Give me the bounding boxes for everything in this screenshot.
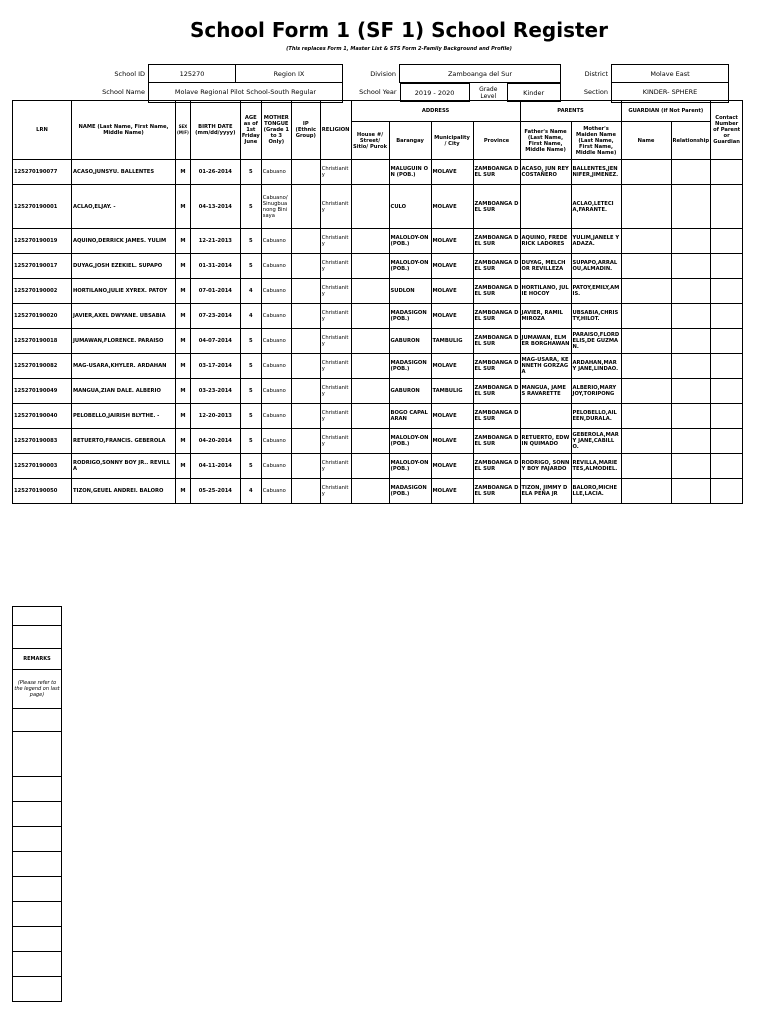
row-religion: Christianity: [320, 279, 351, 304]
row-age: 5: [240, 404, 261, 429]
row-mother-tongue: Cabuano: [261, 404, 291, 429]
row-guardian-name: [621, 254, 671, 279]
row-religion: Christianity: [320, 304, 351, 329]
row-lrn: 125270190020: [13, 304, 72, 329]
region-value: Region IX: [236, 65, 343, 83]
row-sex: M: [176, 454, 191, 479]
table-row: [13, 429, 743, 454]
row-birth-date: 01-31-2014: [190, 254, 240, 279]
row-guardian-name: [621, 454, 671, 479]
section-label: Section: [583, 88, 608, 97]
row-ip: [291, 454, 320, 479]
row-name: ACASO,JUNSYU. BALLENTES: [72, 160, 176, 185]
row-ip: [291, 279, 320, 304]
row-contact: [711, 404, 743, 429]
row-age: 4: [240, 479, 261, 504]
row-father: DUYAG, MELCHOR REVILLEZA: [520, 254, 571, 279]
row-barangay: MADASIGON (POB.): [389, 479, 431, 504]
row-birth-date: 04-11-2014: [190, 454, 240, 479]
remarks-label: REMARKS: [13, 649, 62, 670]
row-mother-tongue: Cabuano: [261, 379, 291, 404]
row-sex: M: [176, 279, 191, 304]
row-house: [351, 279, 389, 304]
row-lrn: 125270190017: [13, 254, 72, 279]
row-province: ZAMBOANGA DEL SUR: [473, 229, 520, 254]
row-ip: [291, 329, 320, 354]
row-province: ZAMBOANGA DEL SUR: [473, 429, 520, 454]
row-ip: [291, 304, 320, 329]
row-municipality: MOLAVE: [431, 454, 473, 479]
table-row: [13, 185, 743, 229]
row-age: 5: [240, 429, 261, 454]
remarks-cell: [13, 777, 62, 802]
row-ip: [291, 229, 320, 254]
row-birth-date: 12-21-2013: [190, 229, 240, 254]
row-guardian-name: [621, 429, 671, 454]
row-mother: ARDAHAN,MARY JANE,LINDAO.: [571, 354, 621, 379]
row-sex: M: [176, 404, 191, 429]
row-birth-date: 12-20-2013: [190, 404, 240, 429]
row-guardian-name: [621, 329, 671, 354]
row-contact: [711, 379, 743, 404]
row-mother-tongue: Cabuano: [261, 454, 291, 479]
table-row: [13, 404, 743, 429]
grade-level-value: Kinder: [507, 84, 560, 102]
row-name: ACLAO,ELJAY. -: [72, 185, 176, 229]
row-sex: M: [176, 160, 191, 185]
row-mother-tongue: Cabuano: [261, 304, 291, 329]
row-municipality: TAMBULIG: [431, 379, 473, 404]
remarks-spacer: [13, 607, 62, 626]
table-row: [13, 160, 743, 185]
school-id-label: School ID: [114, 69, 145, 78]
row-lrn: 125270190002: [13, 279, 72, 304]
row-contact: [711, 454, 743, 479]
remarks-cell: [13, 827, 62, 852]
row-mother-tongue: Cabuano: [261, 329, 291, 354]
row-mother: SUPAPO,ARRALOU,ALMADIN.: [571, 254, 621, 279]
row-mother-tongue: Cabuano: [261, 160, 291, 185]
row-house: [351, 160, 389, 185]
row-sex: M: [176, 379, 191, 404]
row-name: RODRIGO,SONNY BOY JR.. REVILLA: [72, 454, 176, 479]
register-table: [12, 100, 743, 504]
table-row: [13, 279, 743, 304]
row-religion: Christianity: [320, 254, 351, 279]
row-municipality: MOLAVE: [431, 479, 473, 504]
row-name: AQUINO,DERRICK JAMES. YULIM: [72, 229, 176, 254]
row-province: ZAMBOANGA DEL SUR: [473, 160, 520, 185]
col-lrn: LRN: [13, 101, 72, 160]
remarks-note: (Please refer to the legend on last page): [13, 670, 62, 709]
row-barangay: MADASIGON (POB.): [389, 304, 431, 329]
row-province: ZAMBOANGA DEL SUR: [473, 454, 520, 479]
row-mother-tongue: Cabuano: [261, 229, 291, 254]
division-label: Division: [370, 69, 396, 78]
table-row: [13, 254, 743, 279]
row-contact: [711, 329, 743, 354]
row-age: 5: [240, 229, 261, 254]
row-age: 4: [240, 304, 261, 329]
school-info-table: [12, 64, 729, 103]
row-religion: Christianity: [320, 404, 351, 429]
col-guardian-group: GUARDIAN (if Not Parent): [621, 101, 711, 122]
row-father: MAG-USARA, KENNETH GORZAGA: [520, 354, 571, 379]
row-religion: Christianity: [320, 479, 351, 504]
row-lrn: 125270190018: [13, 329, 72, 354]
row-house: [351, 304, 389, 329]
row-birth-date: 03-23-2014: [190, 379, 240, 404]
row-birth-date: 07-01-2014: [190, 279, 240, 304]
row-municipality: MOLAVE: [431, 254, 473, 279]
district-value: Molave East: [612, 65, 729, 83]
row-birth-date: 07-23-2014: [190, 304, 240, 329]
row-sex: M: [176, 254, 191, 279]
row-province: ZAMBOANGA DEL SUR: [473, 185, 520, 229]
school-name-value: Molave Regional Pilot School-South Regular: [149, 83, 343, 103]
row-municipality: MOLAVE: [431, 279, 473, 304]
remarks-cell: [13, 732, 62, 777]
row-barangay: MALUGUIN ON (POB.): [389, 160, 431, 185]
col-parents-group: PARENTS: [520, 101, 621, 122]
row-barangay: BOGO CAPALARAN: [389, 404, 431, 429]
row-father: MANGUA, JAMES RAVARETTE: [520, 379, 571, 404]
remarks-spacer: [13, 626, 62, 649]
table-row: [13, 329, 743, 354]
school-year-value: 2019 - 2020: [400, 84, 469, 102]
row-ip: [291, 429, 320, 454]
row-mother: BALLENTES,JENNIFER,JIMENEZ.: [571, 160, 621, 185]
row-municipality: MOLAVE: [431, 160, 473, 185]
row-sex: M: [176, 479, 191, 504]
row-age: 5: [240, 254, 261, 279]
row-sex: M: [176, 429, 191, 454]
row-municipality: MOLAVE: [431, 185, 473, 229]
row-contact: [711, 279, 743, 304]
school-id-value: 125270: [149, 65, 236, 83]
row-province: ZAMBOANGA DEL SUR: [473, 354, 520, 379]
row-lrn: 125270190082: [13, 354, 72, 379]
remarks-column: [12, 606, 62, 1002]
row-lrn: 125270190040: [13, 404, 72, 429]
row-mother: PATOY,EMILY,AMIS.: [571, 279, 621, 304]
row-barangay: MALOLOY-ON (POB.): [389, 454, 431, 479]
row-religion: Christianity: [320, 379, 351, 404]
row-father: RETUERTO, EDWIN QUIMADO: [520, 429, 571, 454]
page-subtitle: (This replaces Form 1, Master List & STS Form 2-Family Background and Profile): [286, 46, 512, 52]
row-ip: [291, 185, 320, 229]
row-province: ZAMBOANGA DEL SUR: [473, 304, 520, 329]
row-father: AQUINO, FREDERICK LADORES: [520, 229, 571, 254]
row-name: JUMAWAN,FLORENCE. PARAISO: [72, 329, 176, 354]
row-religion: Christianity: [320, 185, 351, 229]
col-ip: IP (Ethnic Group): [291, 101, 320, 160]
row-province: ZAMBOANGA DEL SUR: [473, 279, 520, 304]
row-name: MANGUA,ZIAN DALE. ALBERIO: [72, 379, 176, 404]
row-contact: [711, 354, 743, 379]
remarks-cell: [13, 709, 62, 732]
row-father: TIZON, JIMMY DELA PEÑA JR: [520, 479, 571, 504]
row-birth-date: 05-25-2014: [190, 479, 240, 504]
row-guardian-relationship: [671, 379, 711, 404]
row-guardian-name: [621, 185, 671, 229]
row-name: HORTILANO,JULIE XYREX. PATOY: [72, 279, 176, 304]
row-name: TIZON,GEUEL ANDREI. BALORO: [72, 479, 176, 504]
row-guardian-name: [621, 354, 671, 379]
row-mother: UBSABIA,CHRISTY,HILOT.: [571, 304, 621, 329]
row-mother: GEBEROLA,MARY JANE,CABILLO.: [571, 429, 621, 454]
section-value: KINDER- SPHERE: [612, 83, 729, 103]
row-mother: PARAISO,FLORDELIS,DE GUZMAN.: [571, 329, 621, 354]
page-title: School Form 1 (SF 1) School Register: [190, 18, 608, 42]
row-religion: Christianity: [320, 229, 351, 254]
row-name: JAVIER,AXEL DWYANE. UBSABIA: [72, 304, 176, 329]
row-house: [351, 329, 389, 354]
school-name-label: School Name: [102, 88, 145, 97]
row-province: ZAMBOANGA DEL SUR: [473, 404, 520, 429]
row-ip: [291, 254, 320, 279]
row-religion: Christianity: [320, 454, 351, 479]
row-barangay: GABURON: [389, 379, 431, 404]
row-birth-date: 04-07-2014: [190, 329, 240, 354]
row-house: [351, 229, 389, 254]
col-age: AGE as of 1st Friday June: [240, 101, 261, 160]
row-lrn: 125270190019: [13, 229, 72, 254]
row-father: ACASO, JUN REY COSTAÑERO: [520, 160, 571, 185]
row-guardian-relationship: [671, 304, 711, 329]
col-guardian-name: Name: [621, 122, 671, 160]
row-guardian-name: [621, 229, 671, 254]
row-mother: PELOBELLO,AILEEN,DURALA.: [571, 404, 621, 429]
row-guardian-relationship: [671, 329, 711, 354]
division-value: Zamboanga del Sur: [400, 65, 561, 83]
row-ip: [291, 379, 320, 404]
row-municipality: MOLAVE: [431, 304, 473, 329]
table-row: [13, 454, 743, 479]
row-father: RODRIGO, SONNY BOY FAJARDO: [520, 454, 571, 479]
row-lrn: 125270190049: [13, 379, 72, 404]
row-guardian-relationship: [671, 429, 711, 454]
row-guardian-relationship: [671, 279, 711, 304]
row-province: ZAMBOANGA DEL SUR: [473, 379, 520, 404]
row-birth-date: 04-13-2014: [190, 185, 240, 229]
row-barangay: MALOLOY-ON (POB.): [389, 229, 431, 254]
row-contact: [711, 160, 743, 185]
col-birth-date: BIRTH DATE (mm/dd/yyyy): [190, 101, 240, 160]
row-father: [520, 404, 571, 429]
col-barangay: Barangay: [389, 122, 431, 160]
row-house: [351, 254, 389, 279]
row-religion: Christianity: [320, 429, 351, 454]
row-house: [351, 479, 389, 504]
row-guardian-relationship: [671, 229, 711, 254]
col-contact: Contact Number of Parent or Guardian: [711, 101, 743, 160]
remarks-cell: [13, 927, 62, 952]
row-guardian-relationship: [671, 160, 711, 185]
row-mother-tongue: Cabuano/ Sinugbuanong Binisaya: [261, 185, 291, 229]
row-mother-tongue: Cabuano: [261, 354, 291, 379]
col-religion: RELIGION: [320, 101, 351, 160]
row-age: 5: [240, 185, 261, 229]
row-contact: [711, 254, 743, 279]
row-lrn: 125270190050: [13, 479, 72, 504]
row-province: ZAMBOANGA DEL SUR: [473, 254, 520, 279]
row-age: 5: [240, 454, 261, 479]
row-mother-tongue: Cabuano: [261, 429, 291, 454]
col-mother-tongue: MOTHER TONGUE (Grade 1 to 3 Only): [261, 101, 291, 160]
col-municipality: Municipality / City: [431, 122, 473, 160]
row-mother-tongue: Cabuano: [261, 279, 291, 304]
row-municipality: MOLAVE: [431, 354, 473, 379]
row-age: 5: [240, 379, 261, 404]
row-barangay: CULO: [389, 185, 431, 229]
row-barangay: MALOLOY-ON (POB.): [389, 429, 431, 454]
table-row: [13, 354, 743, 379]
row-municipality: MOLAVE: [431, 429, 473, 454]
table-row: [13, 304, 743, 329]
col-province: Province: [473, 122, 520, 160]
row-house: [351, 379, 389, 404]
remarks-cell: [13, 977, 62, 1002]
row-lrn: 125270190077: [13, 160, 72, 185]
row-father: JAVIER, RAMIL MIROZA: [520, 304, 571, 329]
row-mother-tongue: Cabuano: [261, 254, 291, 279]
row-guardian-relationship: [671, 354, 711, 379]
row-age: 5: [240, 329, 261, 354]
row-name: DUYAG,JOSH EZEKIEL. SUPAPO: [72, 254, 176, 279]
row-name: MAG-USARA,KHYLER. ARDAHAN: [72, 354, 176, 379]
row-house: [351, 354, 389, 379]
row-province: ZAMBOANGA DEL SUR: [473, 479, 520, 504]
col-mother: Mother's Maiden Name (Last Name, First Name, Middle Name): [571, 122, 621, 160]
row-birth-date: 04-20-2014: [190, 429, 240, 454]
row-sex: M: [176, 354, 191, 379]
row-municipality: MOLAVE: [431, 404, 473, 429]
row-mother: REVILLA,MARIETES,ALMODIEL.: [571, 454, 621, 479]
row-sex: M: [176, 229, 191, 254]
row-contact: [711, 304, 743, 329]
row-barangay: MALOLOY-ON (POB.): [389, 254, 431, 279]
row-age: 5: [240, 160, 261, 185]
row-contact: [711, 429, 743, 454]
row-guardian-relationship: [671, 404, 711, 429]
row-ip: [291, 404, 320, 429]
row-barangay: MADASIGON (POB.): [389, 354, 431, 379]
row-guardian-relationship: [671, 479, 711, 504]
row-province: ZAMBOANGA DEL SUR: [473, 329, 520, 354]
row-sex: M: [176, 185, 191, 229]
remarks-cell: [13, 852, 62, 877]
col-address-group: ADDRESS: [351, 101, 520, 122]
row-house: [351, 404, 389, 429]
row-house: [351, 454, 389, 479]
row-religion: Christianity: [320, 354, 351, 379]
grade-level-label: Grade Level: [479, 85, 498, 100]
table-row: [13, 379, 743, 404]
table-row: [13, 229, 743, 254]
row-lrn: 125270190003: [13, 454, 72, 479]
row-lrn: 125270190001: [13, 185, 72, 229]
row-mother-tongue: Cabuano: [261, 479, 291, 504]
row-guardian-relationship: [671, 454, 711, 479]
col-father: Father's Name (Last Name, First Name, Middle Name): [520, 122, 571, 160]
row-guardian-name: [621, 304, 671, 329]
row-father: HORTILANO, JULIE HOCOY: [520, 279, 571, 304]
row-contact: [711, 479, 743, 504]
row-name: PELOBELLO,JAIRISH BLYTHE. -: [72, 404, 176, 429]
row-contact: [711, 229, 743, 254]
row-birth-date: 03-17-2014: [190, 354, 240, 379]
row-lrn: 125270190083: [13, 429, 72, 454]
row-birth-date: 01-26-2014: [190, 160, 240, 185]
row-guardian-name: [621, 404, 671, 429]
row-house: [351, 185, 389, 229]
row-ip: [291, 354, 320, 379]
row-religion: Christianity: [320, 329, 351, 354]
row-guardian-relationship: [671, 185, 711, 229]
row-mother: YULIM,JANELE YADAZA.: [571, 229, 621, 254]
col-name: NAME (Last Name, First Name, Middle Name): [72, 101, 176, 160]
row-father: JUMAWAN, ELMER BORGHAWAN: [520, 329, 571, 354]
row-barangay: SUDLON: [389, 279, 431, 304]
row-mother: BALORO,MICHELLE,LACIA.: [571, 479, 621, 504]
remarks-cell: [13, 902, 62, 927]
row-religion: Christianity: [320, 160, 351, 185]
remarks-cell: [13, 877, 62, 902]
row-ip: [291, 160, 320, 185]
row-ip: [291, 479, 320, 504]
row-sex: M: [176, 304, 191, 329]
remarks-cell: [13, 802, 62, 827]
row-municipality: MOLAVE: [431, 229, 473, 254]
table-row: [13, 479, 743, 504]
col-sex: SEX (M/F): [176, 101, 191, 160]
row-father: [520, 185, 571, 229]
row-guardian-relationship: [671, 254, 711, 279]
row-name: RETUERTO,FRANCIS. GEBEROLA: [72, 429, 176, 454]
row-guardian-name: [621, 160, 671, 185]
row-age: 4: [240, 279, 261, 304]
district-label: District: [584, 69, 608, 78]
row-age: 5: [240, 354, 261, 379]
row-sex: M: [176, 329, 191, 354]
row-mother: ACLAO,LETECIA,FARANTE.: [571, 185, 621, 229]
remarks-cell: [13, 952, 62, 977]
row-contact: [711, 185, 743, 229]
row-mother: ALBERIO,MARY JOY,TORIPONG: [571, 379, 621, 404]
row-house: [351, 429, 389, 454]
row-guardian-name: [621, 479, 671, 504]
row-municipality: TAMBULIG: [431, 329, 473, 354]
school-year-label: School Year: [359, 88, 397, 97]
row-guardian-name: [621, 379, 671, 404]
row-barangay: GABURON: [389, 329, 431, 354]
col-guardian-relationship: Relationship: [671, 122, 711, 160]
col-house: House #/ Street/ Sitio/ Purok: [351, 122, 389, 160]
row-guardian-name: [621, 279, 671, 304]
